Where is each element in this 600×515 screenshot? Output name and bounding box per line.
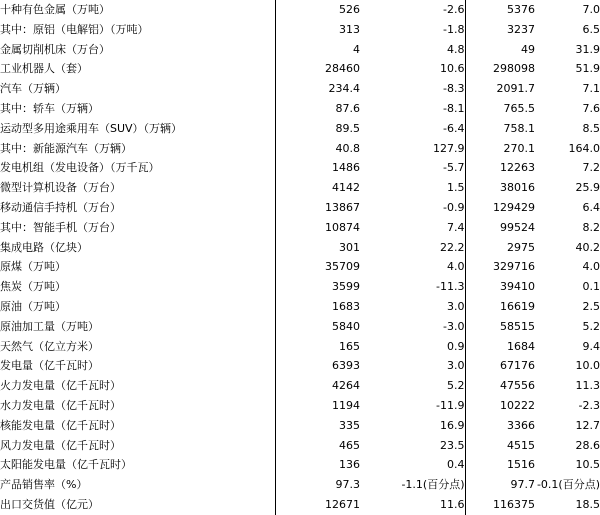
row-value-cumulative-growth: 7.1 bbox=[582, 82, 600, 96]
row-value-cumulative-growth: 7.6 bbox=[582, 101, 600, 115]
row-value-cumulative-growth: -2.3 bbox=[578, 398, 600, 412]
table-row bbox=[0, 337, 600, 357]
row-value-month-growth: 10.6 bbox=[360, 59, 465, 79]
table-row bbox=[0, 139, 600, 159]
row-value-month: 89.5 bbox=[335, 121, 360, 135]
row-value-cumulative-growth: 0.1 bbox=[582, 280, 600, 294]
row-value-month-growth: -8.3 bbox=[360, 79, 465, 99]
row-value-month-growth: 3.0 bbox=[360, 356, 465, 376]
row-label: 风力发电量（亿千瓦时） bbox=[0, 436, 275, 456]
row-value-month: 28460 bbox=[325, 62, 360, 76]
row-value-cumulative: 2975 bbox=[507, 240, 535, 254]
row-value-cumulative-growth: 51.9 bbox=[575, 62, 600, 76]
row-value-month: 1194 bbox=[332, 398, 360, 412]
row-label: 水力发电量（亿千瓦时） bbox=[0, 396, 275, 416]
row-value-cumulative: 67176 bbox=[500, 359, 535, 373]
table-row bbox=[0, 99, 600, 119]
row-value-cumulative: 39410 bbox=[500, 280, 535, 294]
table-row bbox=[0, 218, 600, 238]
row-value-cumulative: 99524 bbox=[500, 220, 535, 234]
table-row bbox=[0, 0, 600, 20]
row-label: 太阳能发电量（亿千瓦时） bbox=[0, 455, 275, 475]
table-row bbox=[0, 238, 600, 258]
row-value-cumulative: 329716 bbox=[493, 260, 535, 274]
row-value-cumulative-growth: 5.2 bbox=[582, 319, 600, 333]
row-value-cumulative-growth: 10.5 bbox=[575, 458, 600, 472]
row-value-cumulative-growth: 7.0 bbox=[582, 3, 600, 16]
row-label: 集成电路（亿块） bbox=[0, 238, 275, 258]
table-row bbox=[0, 198, 600, 218]
row-value-cumulative: 97.7 bbox=[510, 478, 535, 492]
row-value-month: 12671 bbox=[325, 497, 360, 511]
table-row bbox=[0, 416, 600, 436]
row-value-month: 40.8 bbox=[335, 141, 360, 155]
table-row bbox=[0, 317, 600, 337]
row-value-month: 234.4 bbox=[328, 82, 360, 96]
row-value-cumulative: 129429 bbox=[493, 200, 535, 214]
table-row bbox=[0, 178, 600, 198]
row-label: 汽车（万辆） bbox=[0, 79, 275, 99]
table-row bbox=[0, 257, 600, 277]
row-value-cumulative-growth: 18.5 bbox=[575, 497, 600, 511]
row-value-month: 136 bbox=[339, 458, 360, 472]
row-label: 其中：轿车（万辆） bbox=[0, 99, 275, 119]
row-label: 原油加工量（万吨） bbox=[0, 317, 275, 337]
row-value-month: 4 bbox=[353, 42, 360, 56]
row-value-cumulative: 3237 bbox=[507, 22, 535, 36]
row-value-cumulative-growth: 6.4 bbox=[582, 200, 600, 214]
row-value-cumulative: 270.1 bbox=[503, 141, 535, 155]
row-value-month-growth: -5.7 bbox=[360, 158, 465, 178]
row-value-month-growth: 3.0 bbox=[360, 297, 465, 317]
row-value-cumulative: 49 bbox=[521, 42, 535, 56]
row-value-cumulative-growth: 12.7 bbox=[575, 418, 600, 432]
row-value-month-growth: 22.2 bbox=[360, 238, 465, 258]
row-value-month: 301 bbox=[339, 240, 360, 254]
row-value-month: 97.3 bbox=[335, 478, 360, 492]
table-row bbox=[0, 376, 600, 396]
row-value-month-growth: 7.4 bbox=[360, 218, 465, 238]
row-value-cumulative-growth: 164.0 bbox=[568, 141, 600, 155]
row-value-cumulative: 58515 bbox=[500, 319, 535, 333]
row-value-cumulative: 2091.7 bbox=[496, 82, 535, 96]
row-value-month: 6393 bbox=[332, 359, 360, 373]
table-row bbox=[0, 59, 600, 79]
row-value-cumulative-growth: 4.0 bbox=[582, 260, 600, 274]
table-row bbox=[0, 436, 600, 456]
row-value-cumulative-growth: 11.3 bbox=[575, 379, 600, 393]
row-value-month: 335 bbox=[339, 418, 360, 432]
row-value-cumulative: 1516 bbox=[507, 458, 535, 472]
row-value-month-growth: -1.8 bbox=[360, 20, 465, 40]
row-value-month-growth: 0.4 bbox=[360, 455, 465, 475]
row-value-cumulative: 12263 bbox=[500, 161, 535, 175]
row-value-cumulative-growth: 2.5 bbox=[582, 299, 600, 313]
row-label: 微型计算机设备（万台） bbox=[0, 178, 275, 198]
row-label: 其中：智能手机（万台） bbox=[0, 218, 275, 238]
row-value-cumulative-growth: 6.5 bbox=[582, 22, 600, 36]
row-value-cumulative: 16619 bbox=[500, 299, 535, 313]
table-row bbox=[0, 396, 600, 416]
row-value-month-growth: 127.9 bbox=[360, 139, 465, 159]
row-value-cumulative-growth: 40.2 bbox=[575, 240, 600, 254]
table-row bbox=[0, 158, 600, 178]
table-row bbox=[0, 277, 600, 297]
row-value-month-growth: -11.3 bbox=[360, 277, 465, 297]
row-value-cumulative-growth: 8.5 bbox=[582, 121, 600, 135]
row-value-cumulative-growth: 7.2 bbox=[582, 161, 600, 175]
row-label: 火力发电量（亿千瓦时） bbox=[0, 376, 275, 396]
row-value-month: 35709 bbox=[325, 260, 360, 274]
row-value-month-growth: 4.8 bbox=[360, 40, 465, 60]
row-value-month-growth: -0.9 bbox=[360, 198, 465, 218]
row-value-month: 1683 bbox=[332, 299, 360, 313]
row-value-cumulative: 3366 bbox=[507, 418, 535, 432]
row-value-month-growth: 11.6 bbox=[360, 495, 465, 515]
row-value-cumulative: 10222 bbox=[500, 398, 535, 412]
table-row bbox=[0, 119, 600, 139]
row-label: 出口交货值（亿元） bbox=[0, 495, 275, 515]
row-value-cumulative-growth: -0.1(百分点) bbox=[536, 478, 600, 492]
row-value-month: 3599 bbox=[332, 280, 360, 294]
row-value-month: 1486 bbox=[332, 161, 360, 175]
row-value-cumulative-growth: 28.6 bbox=[575, 438, 600, 452]
row-value-month-growth: -2.6 bbox=[360, 0, 465, 20]
row-value-month: 526 bbox=[339, 3, 360, 16]
table-row bbox=[0, 475, 600, 495]
row-value-month: 4264 bbox=[332, 379, 360, 393]
row-label: 发电量（亿千瓦时） bbox=[0, 356, 275, 376]
row-value-cumulative: 1684 bbox=[507, 339, 535, 353]
row-label: 运动型多用途乘用车（SUV）（万辆） bbox=[0, 119, 275, 139]
table-row bbox=[0, 356, 600, 376]
row-label: 原油（万吨） bbox=[0, 297, 275, 317]
row-value-cumulative: 4515 bbox=[507, 438, 535, 452]
row-value-cumulative-growth: 9.4 bbox=[582, 339, 600, 353]
row-value-cumulative-growth: 8.2 bbox=[582, 220, 600, 234]
row-value-month-growth: -3.0 bbox=[360, 317, 465, 337]
row-value-cumulative: 47556 bbox=[500, 379, 535, 393]
row-value-month: 4142 bbox=[332, 181, 360, 195]
row-value-cumulative: 38016 bbox=[500, 181, 535, 195]
row-value-month-growth: 23.5 bbox=[360, 436, 465, 456]
row-value-cumulative-growth: 25.9 bbox=[575, 181, 600, 195]
row-label: 核能发电量（亿千瓦时） bbox=[0, 416, 275, 436]
row-value-month-growth: 16.9 bbox=[360, 416, 465, 436]
row-value-month-growth: 1.5 bbox=[360, 178, 465, 198]
row-value-month: 165 bbox=[339, 339, 360, 353]
row-value-month-growth: 4.0 bbox=[360, 257, 465, 277]
row-label: 天然气（亿立方米） bbox=[0, 337, 275, 357]
table-row bbox=[0, 495, 600, 515]
row-value-month: 10874 bbox=[325, 220, 360, 234]
row-label: 焦炭（万吨） bbox=[0, 277, 275, 297]
row-value-month: 13867 bbox=[325, 200, 360, 214]
row-value-cumulative: 5376 bbox=[507, 3, 535, 16]
row-label: 其中：原铝（电解铝）（万吨） bbox=[0, 20, 275, 40]
table-row bbox=[0, 79, 600, 99]
row-value-cumulative-growth: 10.0 bbox=[575, 359, 600, 373]
table-row bbox=[0, 297, 600, 317]
row-value-month-growth: -11.9 bbox=[360, 396, 465, 416]
row-value-month: 465 bbox=[339, 438, 360, 452]
row-value-cumulative: 298098 bbox=[493, 62, 535, 76]
table-row bbox=[0, 20, 600, 40]
row-label: 移动通信手持机（万台） bbox=[0, 198, 275, 218]
row-label: 其中：新能源汽车（万辆） bbox=[0, 139, 275, 159]
row-value-cumulative-growth: 31.9 bbox=[575, 42, 600, 56]
row-value-month-growth: 0.9 bbox=[360, 337, 465, 357]
row-label: 产品销售率（%） bbox=[0, 475, 275, 495]
row-value-cumulative: 758.1 bbox=[503, 121, 535, 135]
table-row bbox=[0, 40, 600, 60]
row-label: 工业机器人（套） bbox=[0, 59, 275, 79]
row-label: 发电机组（发电设备）（万千瓦） bbox=[0, 158, 275, 178]
row-value-cumulative: 116375 bbox=[493, 497, 535, 511]
row-label: 十种有色金属（万吨） bbox=[0, 0, 275, 20]
row-value-month-growth: -1.1(百分点) bbox=[360, 475, 465, 495]
row-value-month-growth: -8.1 bbox=[360, 99, 465, 119]
row-value-month: 313 bbox=[339, 22, 360, 36]
row-value-month: 87.6 bbox=[335, 101, 360, 115]
row-value-month-growth: 5.2 bbox=[360, 376, 465, 396]
row-value-month-growth: -6.4 bbox=[360, 119, 465, 139]
row-label: 原煤（万吨） bbox=[0, 257, 275, 277]
row-value-month: 5840 bbox=[332, 319, 360, 333]
row-label: 金属切削机床（万台） bbox=[0, 40, 275, 60]
row-value-cumulative: 765.5 bbox=[503, 101, 535, 115]
table-row bbox=[0, 455, 600, 475]
